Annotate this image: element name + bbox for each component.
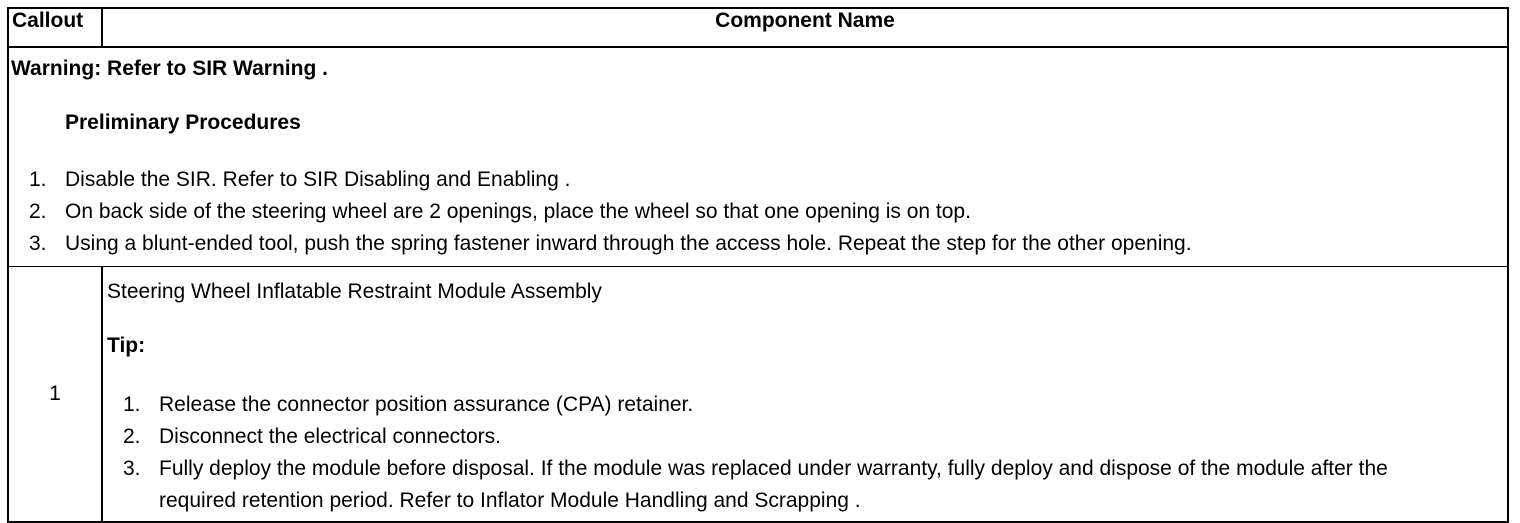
step-number: 2. xyxy=(29,200,47,223)
tip-steps-list xyxy=(107,389,1507,517)
table-header-row xyxy=(8,8,1508,47)
preliminary-steps-list xyxy=(11,164,1507,260)
list-item xyxy=(107,389,1507,421)
list-item xyxy=(11,196,1507,228)
tip-text: Release the connector position assurance (CPA) retainer. xyxy=(159,393,694,416)
step-text: Disable the SIR. Refer to SIR Disabling and Enabling . xyxy=(65,168,571,191)
step-text: Using a blunt-ended tool, push the spring fastener inward through the access hole. Repeat the step for the other opening. xyxy=(65,232,1192,255)
preliminary-cell xyxy=(8,47,1508,267)
step-number: 1. xyxy=(29,168,47,191)
step-number: 3. xyxy=(29,232,47,255)
tip-text: Fully deploy the module before disposal. If the module was replaced under warranty, fully deploy and dispose of the module after the required retention period. Refer to Inflator Module Handling and Scrapping . xyxy=(159,457,1388,512)
list-item xyxy=(107,453,1507,517)
tip-label: Tip: xyxy=(107,334,146,357)
preliminary-row xyxy=(8,47,1508,267)
callout-cell: 1 xyxy=(8,267,102,523)
preliminary-heading: Preliminary Procedures xyxy=(65,111,301,134)
table-row xyxy=(8,267,1508,523)
warning-text: Warning: Refer to SIR Warning . xyxy=(11,57,328,80)
callout-column-header: Callout xyxy=(8,8,102,47)
tip-text: Disconnect the electrical connectors. xyxy=(159,425,501,448)
step-text: On back side of the steering wheel are 2 openings, place the wheel so that one opening is on top. xyxy=(65,200,971,223)
tip-number: 2. xyxy=(123,425,141,448)
list-item xyxy=(11,228,1507,260)
component-name-column-header: Component Name xyxy=(102,8,1508,47)
tip-number: 1. xyxy=(123,393,141,416)
component-cell xyxy=(102,267,1508,523)
list-item xyxy=(11,164,1507,196)
procedure-table xyxy=(7,7,1509,523)
component-name: Steering Wheel Inflatable Restraint Module Assembly xyxy=(107,280,602,303)
list-item xyxy=(107,421,1507,453)
tip-number: 3. xyxy=(123,457,141,480)
